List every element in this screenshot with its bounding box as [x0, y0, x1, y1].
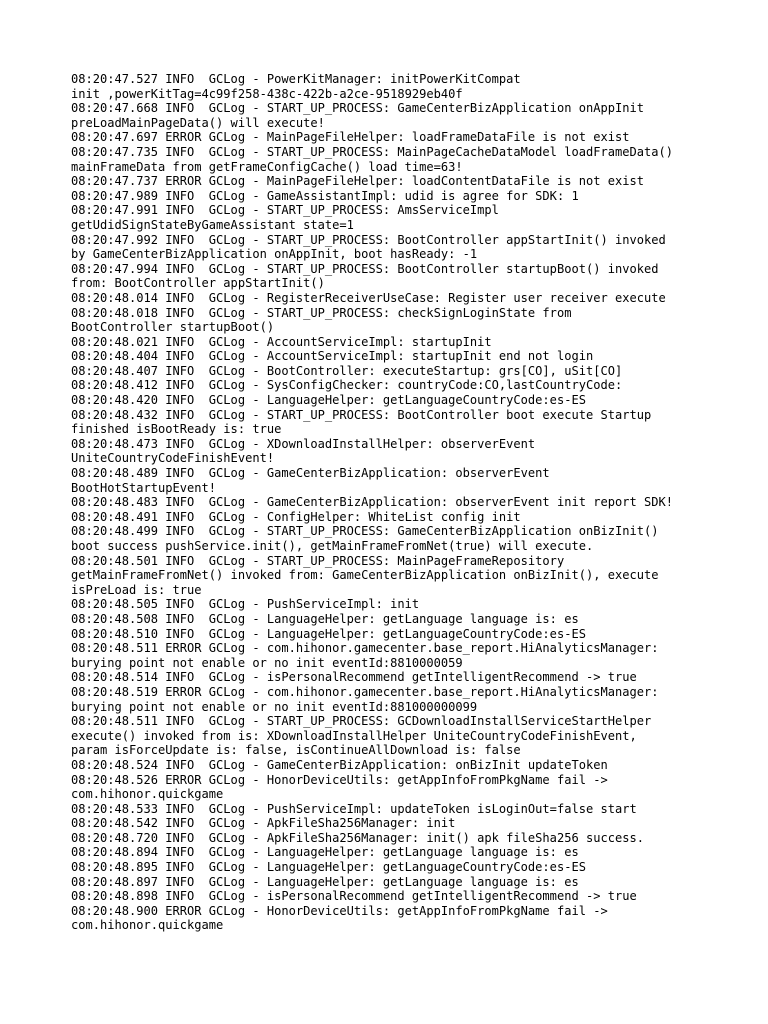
- log-line: 08:20:48.514 INFO GCLog - isPersonalRecommend getIntelligentRecommend -> true: [71, 670, 637, 685]
- log-line: 08:20:48.473 INFO GCLog - XDownloadInstallHelper: observerEvent: [71, 436, 536, 451]
- log-line: 08:20:48.404 INFO GCLog - AccountServiceImpl: startupInit end not login: [71, 349, 594, 364]
- log-line: by GameCenterBizApplication onAppInit, boot hasReady: -1: [71, 247, 478, 262]
- log-line: init ,powerKitTag=4c99f258-438c-422b-a2ce-9518929eb40f: [71, 86, 463, 101]
- log-document: [71, 72, 751, 933]
- log-line: mainFrameData from getFrameConfigCache() load time=63!: [71, 159, 463, 174]
- log-line: getUdidSignStateByGameAssistant state=1: [71, 217, 354, 232]
- log-line: 08:20:47.668 INFO GCLog - START_UP_PROCESS: GameCenterBizApplication onAppInit: [71, 101, 644, 116]
- log-line: finished isBootReady is: true: [71, 422, 282, 437]
- log-line: 08:20:48.894 INFO GCLog - LanguageHelper: getLanguage language is: es: [71, 845, 579, 860]
- log-line: 08:20:48.720 INFO GCLog - ApkFileSha256Manager: init() apk fileSha256 success.: [71, 830, 644, 845]
- log-line: 08:20:48.510 INFO GCLog - LanguageHelper: getLanguageCountryCode:es-ES: [71, 626, 586, 641]
- log-line: 08:20:47.989 INFO GCLog - GameAssistantImpl: udid is agree for SDK: 1: [71, 188, 579, 203]
- log-line: 08:20:48.900 ERROR GCLog - HonorDeviceUtils: getAppInfoFromPkgName fail ->: [71, 903, 608, 918]
- log-line: 08:20:48.505 INFO GCLog - PushServiceImpl: init: [71, 597, 420, 612]
- log-line: BootHotStartupEvent!: [71, 480, 217, 495]
- log-line: UniteCountryCodeFinishEvent!: [71, 451, 275, 466]
- log-line: 08:20:48.491 INFO GCLog - ConfigHelper: WhiteList config init: [71, 509, 521, 524]
- log-line: 08:20:48.021 INFO GCLog - AccountServiceImpl: startupInit: [71, 334, 492, 349]
- log-line: 08:20:48.511 ERROR GCLog - com.hihonor.gamecenter.base_report.HiAnalyticsManager:: [71, 641, 659, 656]
- log-line: boot success pushService.init(), getMainFrameFromNet(true) will execute.: [71, 539, 594, 553]
- log-line: 08:20:47.735 INFO GCLog - START_UP_PROCESS: MainPageCacheDataModel loadFrameData(): [71, 144, 673, 159]
- log-line: 08:20:48.407 INFO GCLog - BootController: executeStartup: grs[CO], uSit[CO]: [71, 363, 623, 378]
- log-line: 08:20:47.697 ERROR GCLog - MainPageFileHelper: loadFrameDataFile is not exist: [71, 130, 630, 145]
- log-line: 08:20:48.014 INFO GCLog - RegisterReceiverUseCase: Register user receiver execute: [71, 290, 666, 305]
- log-line: 08:20:48.533 INFO GCLog - PushServiceImpl: updateToken isLoginOut=false start: [71, 801, 637, 816]
- log-line: 08:20:48.489 INFO GCLog - GameCenterBizApplication: observerEvent: [71, 466, 550, 481]
- log-line: 08:20:48.524 INFO GCLog - GameCenterBizApplication: onBizInit updateToken: [71, 757, 608, 772]
- log-line: 08:20:48.508 INFO GCLog - LanguageHelper: getLanguage language is: es: [71, 611, 579, 626]
- log-line: 08:20:48.412 INFO GCLog - SysConfigChecker: countryCode:CO,lastCountryCode:: [71, 378, 623, 393]
- log-line: 08:20:47.527 INFO GCLog - PowerKitManager: initPowerKitCompat: [71, 72, 521, 86]
- log-line: 08:20:48.526 ERROR GCLog - HonorDeviceUtils: getAppInfoFromPkgName fail ->: [71, 772, 608, 787]
- log-line: 08:20:48.499 INFO GCLog - START_UP_PROCESS: GameCenterBizApplication onBizInit(): [71, 524, 659, 539]
- log-line: 08:20:47.991 INFO GCLog - START_UP_PROCESS: AmsServiceImpl: [71, 203, 499, 218]
- log-line: 08:20:48.511 INFO GCLog - START_UP_PROCESS: GCDownloadInstallServiceStartHelper: [71, 714, 652, 729]
- log-line: 08:20:48.483 INFO GCLog - GameCenterBizApplication: observerEvent init report SDK!: [71, 495, 673, 510]
- log-line: 08:20:48.519 ERROR GCLog - com.hihonor.gamecenter.base_report.HiAnalyticsManager:: [71, 684, 659, 699]
- log-line: 08:20:48.895 INFO GCLog - LanguageHelper: getLanguageCountryCode:es-ES: [71, 860, 586, 875]
- log-line: from: BootController appStartInit(): [71, 276, 325, 291]
- log-line: 08:20:48.898 INFO GCLog - isPersonalRecommend getIntelligentRecommend -> true: [71, 889, 637, 904]
- log-line: 08:20:47.994 INFO GCLog - START_UP_PROCESS: BootController startupBoot() invoked: [71, 261, 659, 276]
- log-line: param isForceUpdate is: false, isContinueAllDownload is: false: [71, 743, 521, 758]
- log-line: getMainFrameFromNet() invoked from: GameCenterBizApplication onBizInit(), execute: [71, 568, 659, 583]
- log-line: 08:20:48.420 INFO GCLog - LanguageHelper: getLanguageCountryCode:es-ES: [71, 393, 586, 408]
- log-line: burying point not enable or no init eventId:881000000099: [71, 699, 478, 714]
- log-line: 08:20:48.501 INFO GCLog - START_UP_PROCESS: MainPageFrameRepository: [71, 553, 565, 568]
- log-line: 08:20:47.992 INFO GCLog - START_UP_PROCESS: BootController appStartInit() invoked: [71, 232, 666, 247]
- log-line: preLoadMainPageData() will execute!: [71, 115, 325, 130]
- log-line: 08:20:48.018 INFO GCLog - START_UP_PROCESS: checkSignLoginState from: [71, 305, 572, 320]
- log-line: 08:20:48.542 INFO GCLog - ApkFileSha256Manager: init: [71, 816, 456, 831]
- log-line: 08:20:47.737 ERROR GCLog - MainPageFileHelper: loadContentDataFile is not exist: [71, 174, 644, 189]
- log-line: isPreLoad is: true: [71, 582, 202, 597]
- log-line: burying point not enable or no init eventId:8810000059: [71, 655, 463, 670]
- log-line: 08:20:48.897 INFO GCLog - LanguageHelper: getLanguage language is: es: [71, 874, 579, 889]
- log-line: com.hihonor.quickgame: [71, 918, 224, 933]
- log-line: 08:20:48.432 INFO GCLog - START_UP_PROCESS: BootController boot execute Startup: [71, 407, 652, 422]
- log-line: execute() invoked from is: XDownloadInstallHelper UniteCountryCodeFinishEvent,: [71, 728, 637, 743]
- log-line: com.hihonor.quickgame: [71, 787, 224, 802]
- log-line: BootController startupBoot(): [71, 320, 275, 335]
